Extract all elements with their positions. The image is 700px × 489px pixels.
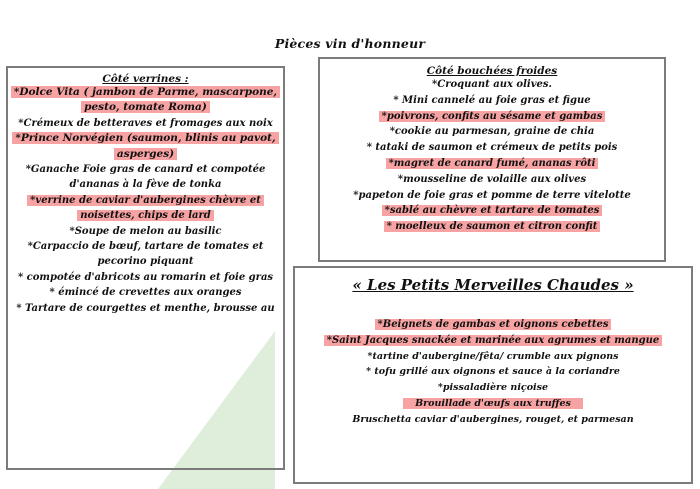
verrines-heading: Côté verrines : (102, 73, 189, 85)
menu-item-pissaladiere: *pissaladière niçoise (437, 382, 549, 394)
menu-item-tartine-aubergine: *tartine d'aubergine/fêta/ crumble aux pignons (367, 350, 619, 362)
menu-item-soupe-melon: *Soupe de melon au basilic (69, 225, 222, 237)
menu-item-croquant-olives: *Croquant aux olives. (432, 79, 552, 90)
menu-item-prince-norvegien: *Prince Norvégien (saumon, blinis au pavot, asperges) (8, 131, 283, 162)
menu-item-emince-crevettes: * émincé de crevettes aux oranges (49, 287, 242, 299)
merveilles-chaudes-heading: « Les Petits Merveilles Chaudes » (352, 276, 634, 294)
menu-item-brouillade-oeufs: Brouillade d'œufs aux truffes (295, 396, 691, 412)
menu-item-cremeux-betteraves: *Crémeux de betteraves et fromages aux noix (18, 117, 273, 129)
menu-item-magret-canard: *magret de canard fumé, ananas rôti (320, 156, 664, 172)
menu-item-tofu-grille: * tofu grillé aux oignons et sauce à la coriandre (366, 366, 620, 378)
menu-item-ganache-foie-gras: *Ganache Foie gras de canard et compotée d'ananas à la fève de tonka (25, 164, 266, 191)
page-title: Pièces vin d'honneur (274, 36, 426, 51)
menu-item-bruschetta: Bruschetta caviar d'aubergines, rouget, et parmesan (352, 413, 634, 425)
menu-item-papeton-foie-gras: *papeton de foie gras et pomme de terre vitelotte (353, 189, 631, 201)
menu-item-verrine-caviar-aubergines: *verrine de caviar d'aubergines chèvre et noisettes, chips de lard (8, 193, 283, 224)
menu-item-dolce-vita: *Dolce Vita ( jambon de Parme, mascarpone, pesto, tomate Roma) (8, 85, 283, 116)
menu-item-moelleux-saumon: * moelleux de saumon et citron confit (320, 219, 664, 235)
menu-item-mini-cannele: * Mini cannelé au foie gras et figue (393, 94, 591, 106)
bouchees-froides-heading: Côté bouchées froides (426, 65, 558, 77)
merveilles-chaudes-panel (293, 266, 693, 484)
menu-item-saint-jacques: *Saint Jacques snackée et marinée aux agrumes et mangue (295, 333, 691, 349)
menu-item-tataki-saumon: * tataki de saumon et crémeux de petits pois (366, 142, 618, 154)
verrines-panel (6, 66, 285, 470)
menu-item-carpaccio-boeuf: *Carpaccio de bœuf, tartare de tomates et pecorino piquant (27, 241, 264, 268)
bouchees-froides-panel (318, 57, 666, 262)
menu-item-cookie-parmesan: *cookie au parmesan, graine de chia (389, 126, 595, 138)
menu-item-poivrons-confits: *poivrons, confits au sésame et gambas (320, 109, 664, 125)
menu-item-sable-chevre: *sablé au chèvre et tartare de tomates (320, 203, 664, 219)
menu-item-tartare-courgettes: * Tartare de courgettes et menthe, brousse au (16, 302, 275, 314)
menu-item-mousseline-volaille: *mousseline de volaille aux olives (397, 173, 587, 185)
menu-item-compotee-abricots: * compotée d'abricots au romarin et foie gras (17, 271, 274, 283)
menu-item-beignets-gambas: *Beignets de gambas et oignons cebettes (295, 317, 691, 333)
